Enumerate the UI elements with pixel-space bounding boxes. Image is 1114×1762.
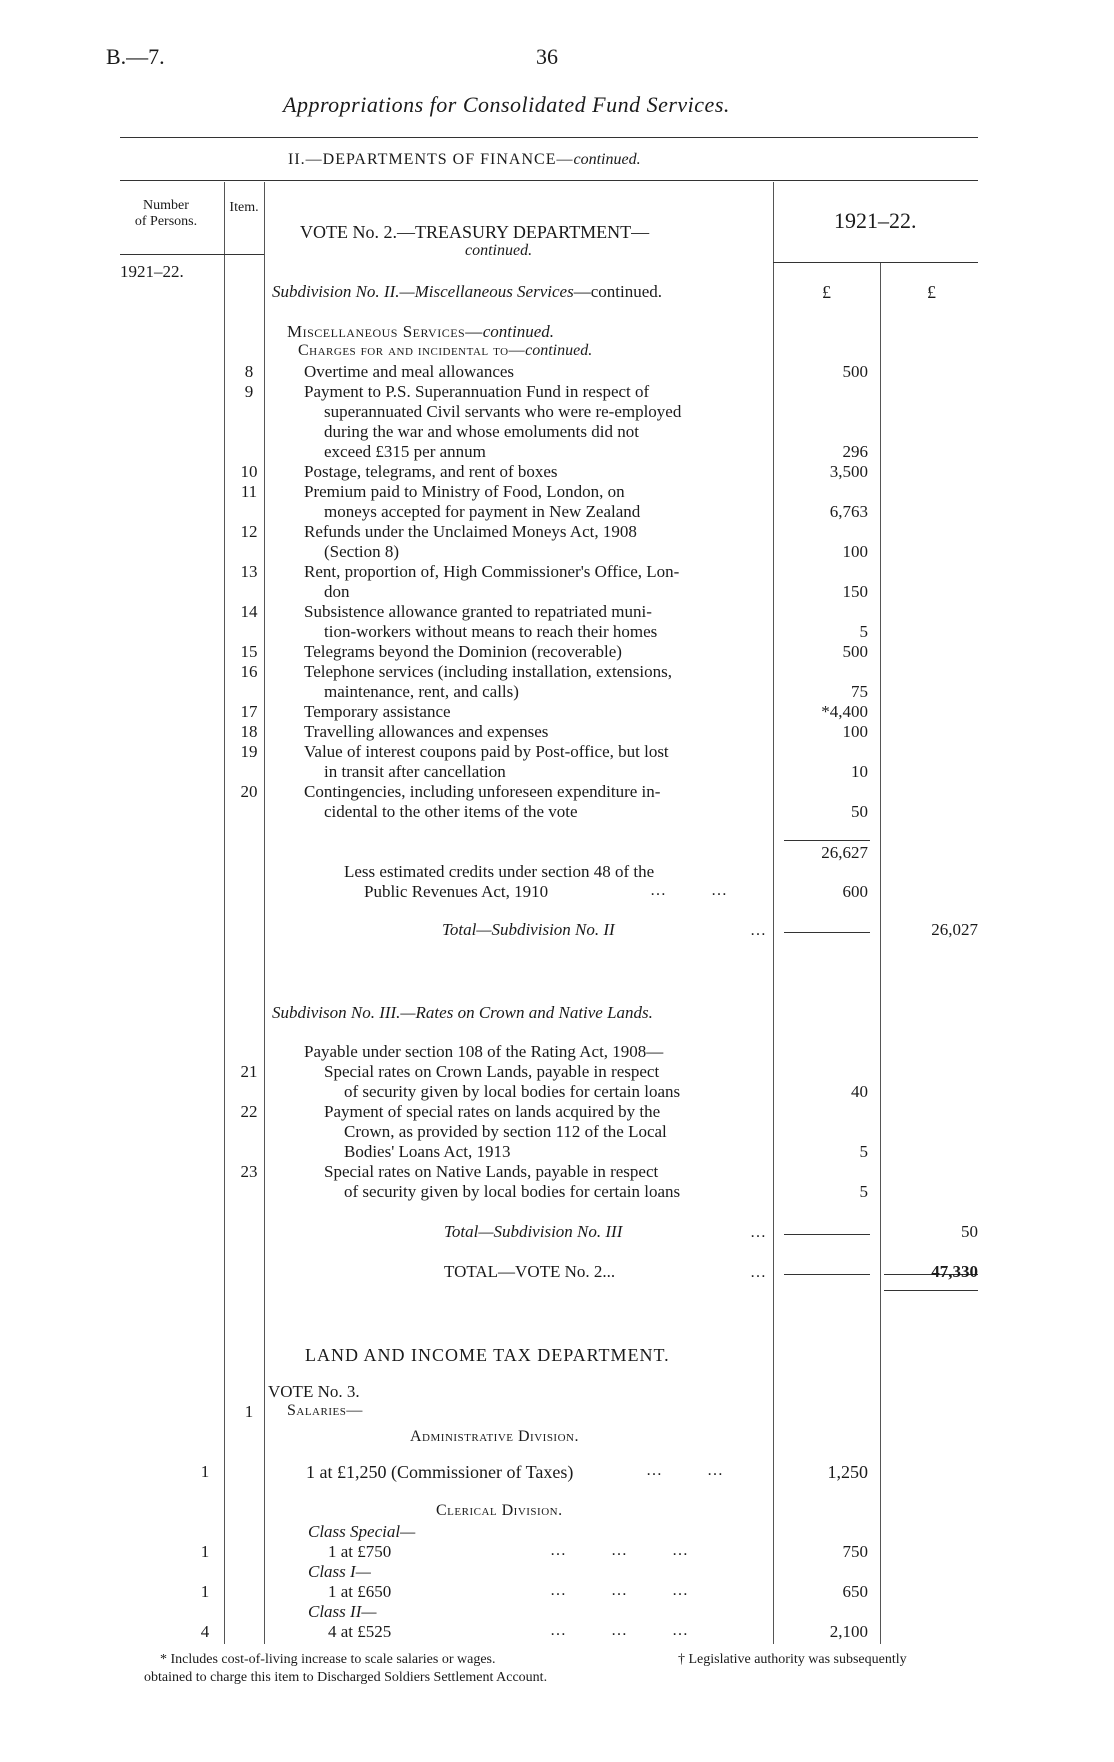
subdivision-2-total-label: Total—Subdivision No. II — [442, 920, 615, 939]
misc-services-item-text: Travelling allowances and expenses — [304, 722, 549, 741]
misc-services-item-amount: 5 — [859, 622, 868, 641]
subgroup-heading-text: Charges for and incidental to— — [298, 342, 526, 359]
misc-services-item-text: Payment to P.S. Superannuation Fund in respect of — [304, 382, 650, 401]
misc-services-item-number: 12 — [240, 522, 258, 541]
misc-services-item-text: Overtime and meal allowances — [304, 362, 515, 381]
misc-services-item-text: in transit after cancellation — [324, 762, 506, 781]
class-special-label: Class Special— — [308, 1522, 416, 1541]
class-1-amount: 650 — [842, 1582, 868, 1601]
misc-services-item-text: cidental to the other items of the vote — [324, 802, 578, 821]
subdivision-2-title — [272, 282, 662, 302]
footnote-star: * Includes cost-of-living increase to scale salaries or wages. — [160, 1652, 496, 1667]
commissioner-persons: 1 — [200, 1462, 210, 1481]
misc-services-item-amount: 75 — [851, 682, 868, 701]
misc-services-item-number: 9 — [244, 382, 254, 401]
crown-lands-item-text: Crown, as provided by section 112 of the Local — [344, 1122, 667, 1141]
class-special-leader: … … … — [550, 1542, 691, 1559]
misc-services-item-amount: 3,500 — [829, 462, 868, 481]
misc-services-item-amount: 500 — [842, 642, 868, 661]
vote-2-total-dash — [784, 1274, 870, 1275]
class-special-text: 1 at £750 — [328, 1542, 392, 1561]
less-credits-line-1: Less estimated credits under section 48 of the — [344, 862, 655, 881]
subgroup-heading-cont: continued. — [525, 342, 593, 359]
subgroup-heading — [298, 342, 592, 360]
misc-services-item-number: 19 — [240, 742, 258, 761]
group-heading-text: Miscellaneous Services— — [287, 322, 483, 341]
header-underline-left — [120, 254, 264, 255]
misc-services-item-amount: 10 — [851, 762, 868, 781]
persons-col-rule — [224, 182, 225, 1644]
crown-lands-item-text: of security given by local bodies for certain loans — [344, 1182, 681, 1201]
class-1-leader: … … … — [550, 1582, 691, 1599]
misc-services-item-text: superannuated Civil servants who were re-employed — [324, 402, 682, 421]
gross-amount: 26,627 — [821, 843, 868, 862]
footnote-dagger-line-1: † Legislative authority was subsequently — [678, 1652, 907, 1667]
class-special-persons: 1 — [200, 1542, 210, 1561]
misc-services-item-text: Refunds under the Unclaimed Moneys Act, 1908 — [304, 522, 637, 541]
class-1-text: 1 at £650 — [328, 1582, 392, 1601]
misc-services-item-text: Value of interest coupons paid by Post-office, but lost — [304, 742, 669, 761]
crown-lands-item-text: Payment of special rates on lands acquired by the — [324, 1102, 661, 1121]
vote-2-total-label: TOTAL—VOTE No. 2... — [444, 1262, 616, 1281]
less-credits-amount: 600 — [842, 882, 868, 901]
crown-lands-item-amount: 5 — [859, 1182, 868, 1201]
class-2-leader: … … … — [550, 1622, 691, 1639]
section-heading — [288, 151, 641, 169]
persons-header: Number of Persons. — [134, 198, 198, 229]
misc-services-item-text: Subsistence allowance granted to repatriated muni- — [304, 602, 652, 621]
misc-services-item-text: moneys accepted for payment in New Zealand — [324, 502, 641, 521]
section-heading-text: II.—DEPARTMENTS OF FINANCE— — [288, 151, 574, 168]
misc-services-item-number: 17 — [240, 702, 258, 721]
item-header: Item. — [229, 200, 259, 215]
misc-services-item-number: 14 — [240, 602, 258, 621]
page-title: Appropriations for Consolidated Fund Services. — [283, 92, 730, 117]
subdivision-2-title-cont: —continued. — [573, 282, 662, 301]
group-heading — [287, 322, 554, 342]
persons-year: 1921–22. — [120, 262, 184, 281]
item-col-rule — [264, 182, 265, 1644]
commissioner-text: 1 at £1,250 (Commissioner of Taxes) — [306, 1462, 574, 1482]
crown-lands-item-text: Bodies' Loans Act, 1913 — [344, 1142, 511, 1161]
crown-lands-item-text: Special rates on Native Lands, payable in respect — [324, 1162, 659, 1181]
misc-services-item-amount: 296 — [842, 442, 868, 461]
class-1-persons: 1 — [200, 1582, 210, 1601]
crown-lands-item-amount: 5 — [859, 1142, 868, 1161]
misc-services-item-text: Rent, proportion of, High Commissioner's Office, Lon- — [304, 562, 680, 581]
crown-lands-item-text: Special rates on Crown Lands, payable in respect — [324, 1062, 660, 1081]
misc-services-item-text: tion-workers without means to reach their homes — [324, 622, 658, 641]
crown-lands-item-amount: 40 — [851, 1082, 868, 1101]
misc-services-item-amount: *4,400 — [821, 702, 868, 721]
misc-services-item-number: 13 — [240, 562, 258, 581]
misc-services-item-amount: 500 — [842, 362, 868, 381]
footnote-dagger-line-2: obtained to charge this item to Discharged Soldiers Settlement Account. — [144, 1670, 548, 1685]
subdivision-3-total-dash — [784, 1234, 870, 1235]
pound-col-1: £ — [822, 282, 831, 302]
misc-services-item-text: Telephone services (including installation, extensions, — [304, 662, 672, 681]
crown-lands-item-number: 23 — [240, 1162, 258, 1181]
misc-services-item-number: 8 — [244, 362, 254, 381]
misc-services-item-text: exceed £315 per annum — [324, 442, 486, 461]
misc-services-item-number: 16 — [240, 662, 258, 681]
year-header: 1921–22. — [834, 208, 917, 233]
gross-rule — [784, 840, 870, 841]
subdivision-2-total-leader: … — [750, 922, 769, 939]
amount-col-rule — [880, 262, 881, 1644]
misc-services-item-text: during the war and whose emoluments did not — [324, 422, 639, 441]
misc-services-item-amount: 50 — [851, 802, 868, 821]
subdivision-3-total-amount: 50 — [961, 1222, 978, 1241]
misc-services-item-amount: 100 — [842, 722, 868, 741]
misc-services-item-number: 18 — [240, 722, 258, 741]
misc-services-item-amount: 6,763 — [829, 502, 868, 521]
vote-3-heading: VOTE No. 3. — [268, 1382, 360, 1401]
misc-services-item-number: 20 — [240, 782, 258, 801]
vote-2-total-underline — [884, 1290, 978, 1291]
misc-services-item-text: Postage, telegrams, and rent of boxes — [304, 462, 558, 481]
title-rule — [120, 137, 978, 138]
misc-services-item-text: Premium paid to Ministry of Food, London, on — [304, 482, 625, 501]
misc-services-item-number: 11 — [240, 482, 258, 501]
subdivision-2-title-text: Subdivision No. II.—Miscellaneous Services — [272, 282, 574, 301]
subdivision-3-title: Subdivison No. III.—Rates on Crown and Native Lands. — [272, 1003, 653, 1022]
vote-2-total-amount: 47,330 — [931, 1262, 978, 1281]
vote-header-cont: continued. — [465, 242, 533, 259]
misc-services-item-text: maintenance, rent, and calls) — [324, 682, 519, 701]
crown-lands-item-text: of security given by local bodies for certain loans — [344, 1082, 681, 1101]
section-heading-cont: continued. — [573, 151, 641, 168]
department-heading: LAND AND INCOME TAX DEPARTMENT. — [305, 1345, 670, 1365]
misc-services-item-amount: 100 — [842, 542, 868, 561]
misc-services-item-text: Temporary assistance — [304, 702, 451, 721]
commissioner-amount: 1,250 — [827, 1462, 868, 1482]
crown-lands-item-number: 22 — [240, 1102, 258, 1121]
desc-col-rule — [773, 182, 774, 1644]
pound-col-2: £ — [927, 282, 936, 302]
vote-2-total-text: TOTAL—VOTE No. 2 — [444, 1262, 603, 1281]
vote-header: VOTE No. 2.—TREASURY DEPARTMENT— — [300, 222, 650, 242]
page-number: 36 — [536, 44, 558, 69]
class-2-amount: 2,100 — [829, 1622, 868, 1641]
salaries-heading: Salaries— — [287, 1402, 363, 1419]
class-special-amount: 750 — [842, 1542, 868, 1561]
group-heading-cont: continued. — [482, 322, 554, 341]
misc-services-item-number: 15 — [240, 642, 258, 661]
administrative-division-heading: Administrative Division. — [410, 1428, 579, 1445]
misc-services-item-number: 10 — [240, 462, 258, 481]
section-rule — [120, 180, 978, 181]
subdivision-3-intro: Payable under section 108 of the Rating Act, 1908— — [304, 1042, 664, 1061]
subdivision-3-total-label: Total—Subdivision No. III — [444, 1222, 623, 1241]
clerical-division-heading: Clerical Division. — [436, 1502, 563, 1519]
subdivision-2-total-amount: 26,027 — [931, 920, 978, 939]
subdivision-3-total-leader: … — [750, 1224, 769, 1241]
misc-services-item-text: (Section 8) — [324, 542, 400, 561]
header-underline-right — [773, 262, 978, 263]
misc-services-item-amount: 150 — [842, 582, 868, 601]
commissioner-leader: … … — [646, 1462, 726, 1479]
misc-services-item-text: don — [324, 582, 350, 601]
class-2-label: Class II— — [308, 1602, 377, 1621]
page-reference: B.—7. — [106, 44, 165, 69]
less-credits-leader: … … — [650, 882, 730, 899]
class-2-text: 4 at £525 — [328, 1622, 392, 1641]
misc-services-item-text: Contingencies, including unforeseen expenditure in- — [304, 782, 661, 801]
crown-lands-item-number: 21 — [240, 1062, 258, 1081]
class-2-persons: 4 — [200, 1622, 210, 1641]
subdivision-2-total-dash — [784, 932, 870, 933]
salaries-item-number: 1 — [244, 1402, 254, 1421]
vote-2-total-leader: … — [750, 1264, 769, 1281]
class-1-label: Class I— — [308, 1562, 371, 1581]
misc-services-item-text: Telegrams beyond the Dominion (recoverable) — [304, 642, 622, 661]
less-credits-line-2: Public Revenues Act, 1910 — [364, 882, 549, 901]
